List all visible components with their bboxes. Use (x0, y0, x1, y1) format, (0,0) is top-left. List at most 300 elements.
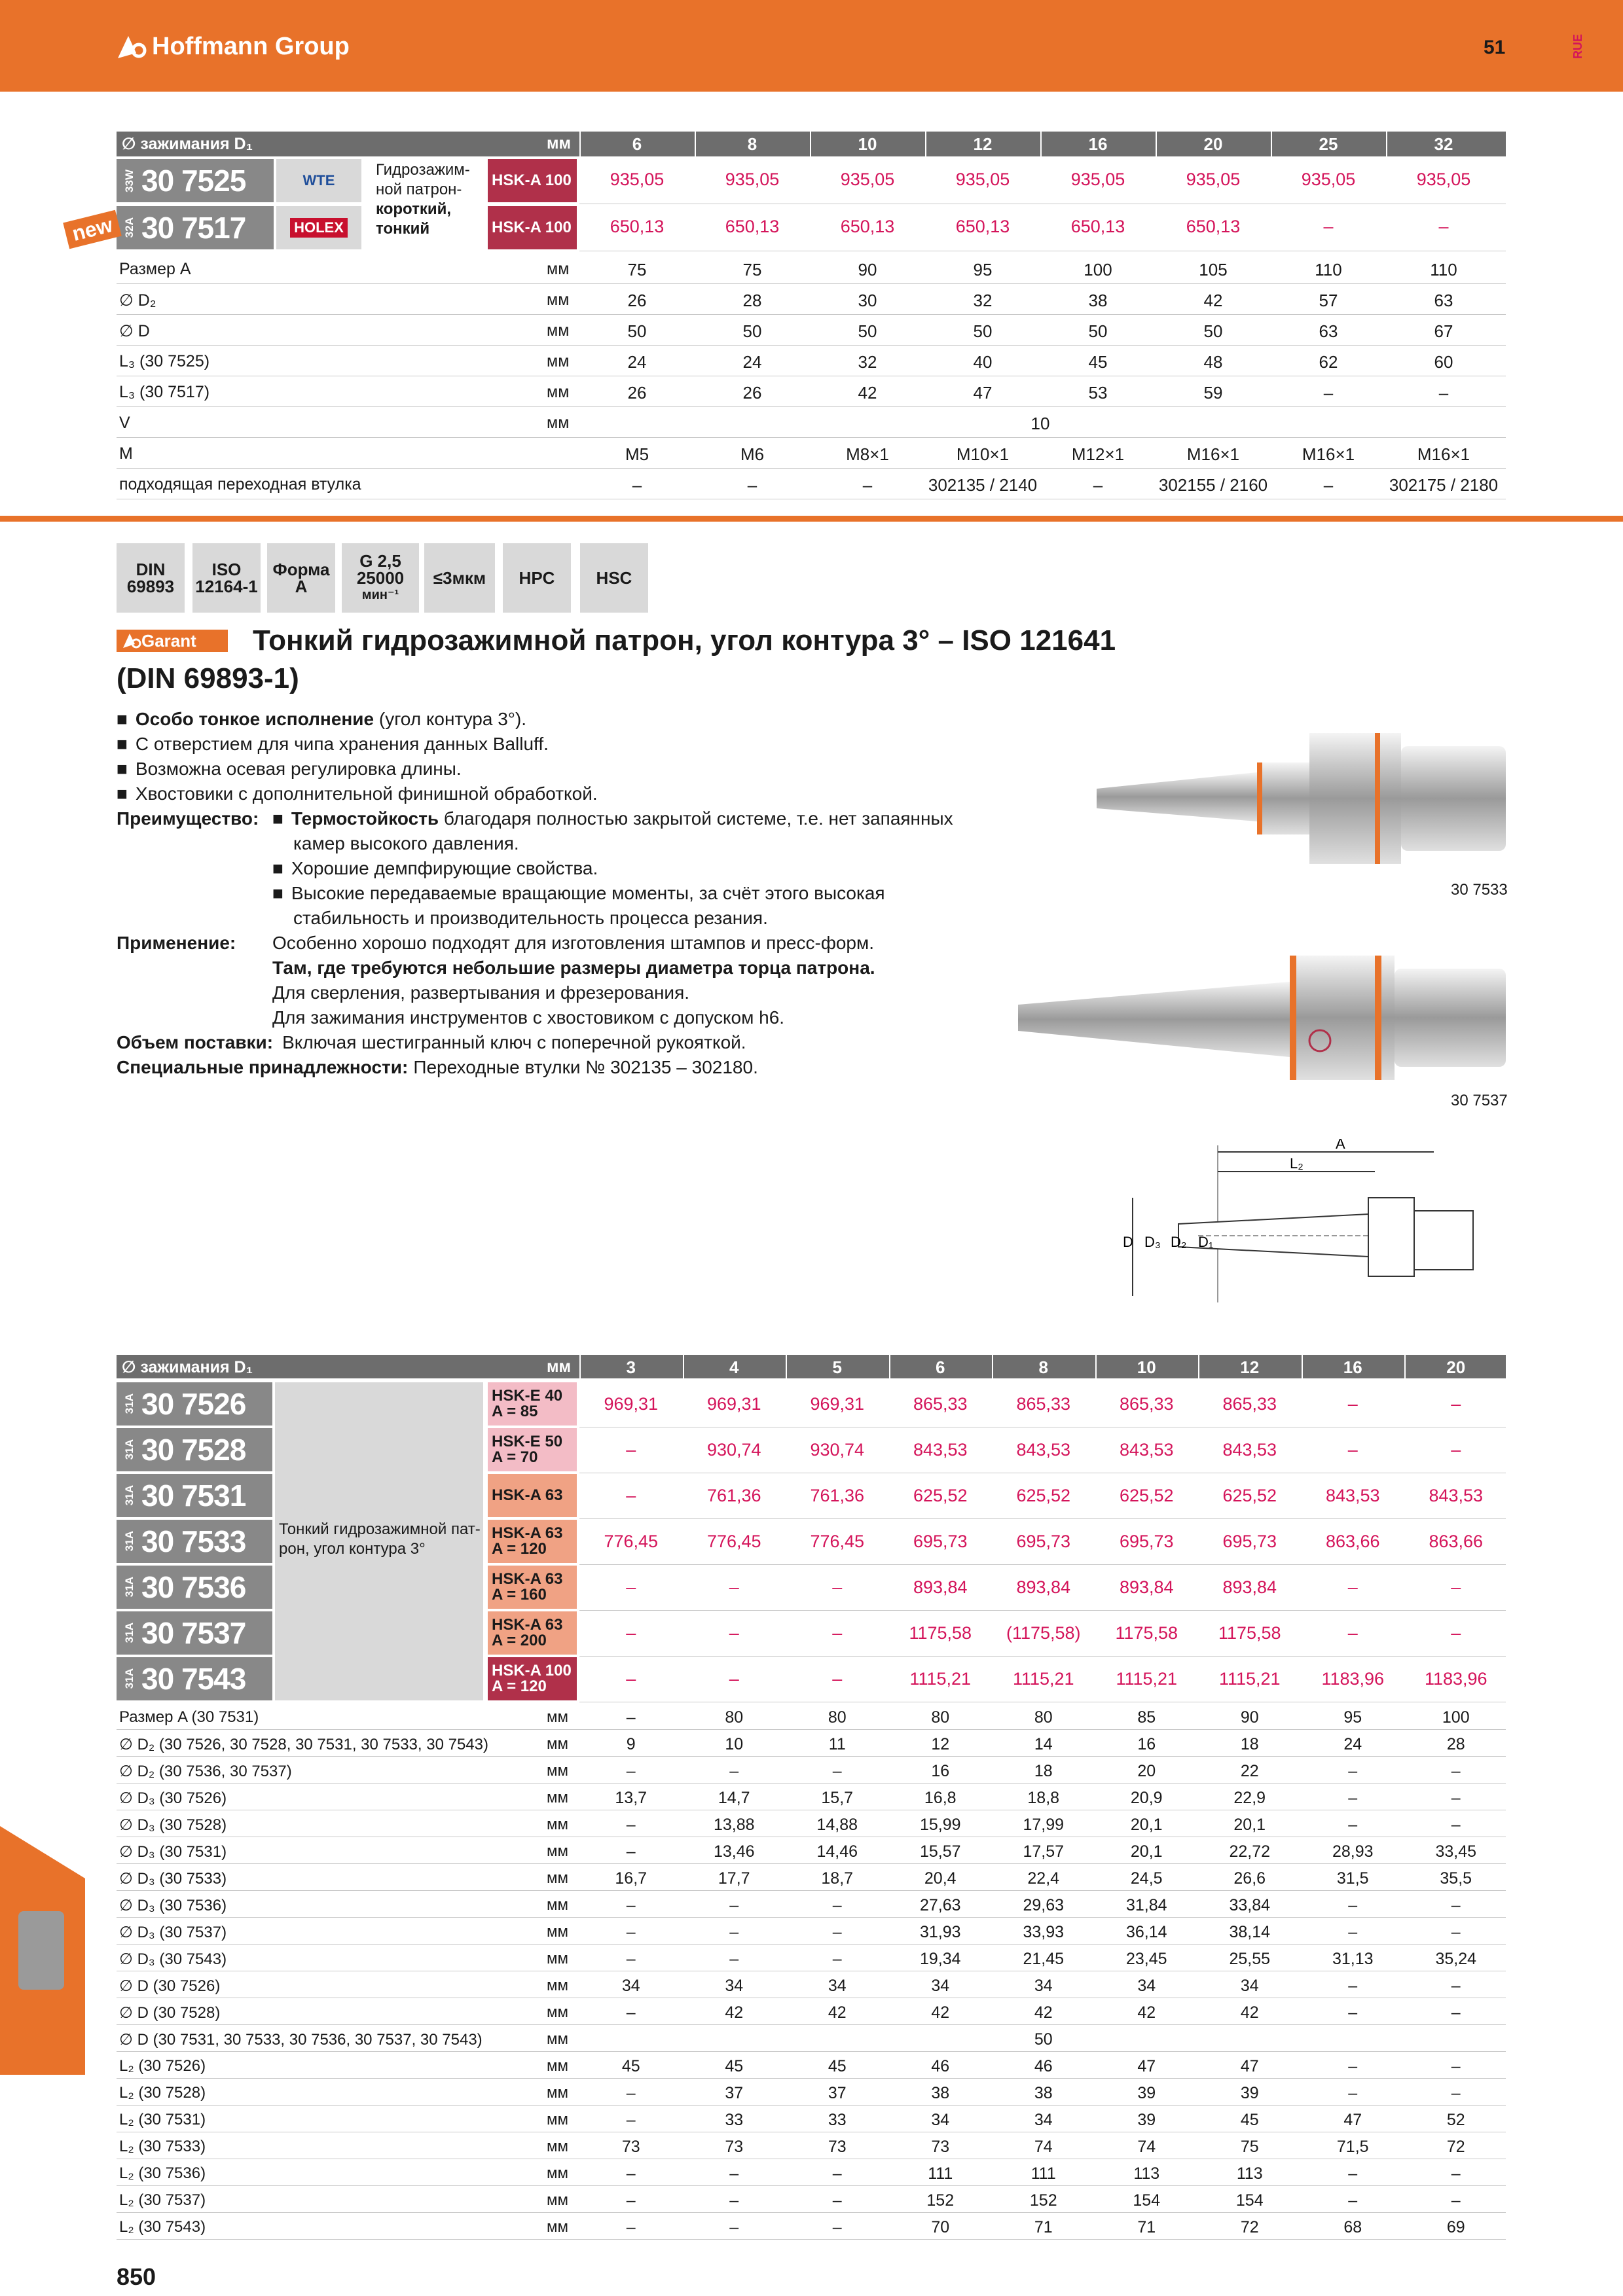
row-separator (117, 2185, 1506, 2186)
price-cell[interactable]: – (729, 1669, 739, 1689)
price-cell[interactable]: 865,33 (1016, 1394, 1071, 1414)
value-cell: M8×1 (846, 444, 889, 464)
price-cell[interactable]: – (1451, 1577, 1461, 1597)
price-cell[interactable]: – (626, 1623, 636, 1643)
badge-line: ISO (211, 560, 242, 579)
price-cell[interactable]: 650,13 (840, 217, 895, 236)
row-separator (117, 1890, 1506, 1891)
article-number[interactable]: 30 7525 (141, 164, 246, 198)
value-cell: 28 (742, 291, 762, 310)
row-label: ∅ D (30 7531, 30 7533, 30 7536, 30 7537, 30 7543) (119, 2031, 483, 2049)
page-header (0, 0, 1623, 92)
row-label: Размер A (119, 260, 191, 278)
article-number[interactable]: 30 7533 (141, 1524, 246, 1558)
value-cell: 31,13 (1332, 1950, 1374, 1968)
article-box (117, 1382, 272, 1426)
value-cell: 24 (742, 352, 762, 372)
value-cell: – (729, 1950, 739, 1968)
hsk-label (488, 1657, 577, 1700)
price-cell[interactable]: 930,74 (810, 1440, 865, 1460)
hsk-length: A = 200 (492, 1632, 547, 1649)
badge-line: 12164-1 (195, 577, 258, 596)
price-cell[interactable]: 650,13 (955, 217, 1010, 236)
price-cell[interactable]: 1115,21 (1116, 1669, 1178, 1689)
application-label: Применение: (117, 933, 236, 953)
price-cell[interactable]: 1175,58 (909, 1623, 972, 1643)
value-cell: – (729, 2164, 739, 2183)
scope-text: Включая шестигранный ключ с поперечной рукояткой. (282, 1032, 746, 1052)
price-cell[interactable]: 695,73 (913, 1532, 968, 1551)
value-cell: 12 (931, 1735, 950, 1753)
value-cell: 34 (1034, 1977, 1053, 1995)
price-cell[interactable]: – (729, 1577, 739, 1597)
advantage-label: Преимущество: (117, 808, 259, 829)
value-cell: – (832, 2218, 842, 2236)
value-cell: 53 (1088, 383, 1108, 403)
size-header: 20 (1446, 1357, 1466, 1377)
price-cell[interactable]: (1175,58) (1006, 1623, 1081, 1643)
value-cell: – (1451, 2084, 1461, 2102)
row-label: L₂ (30 7533) (119, 2138, 206, 2155)
price-cell[interactable]: 625,52 (1016, 1486, 1071, 1505)
value-cell: 28 (1446, 1735, 1465, 1753)
value-cell: – (626, 2218, 636, 2236)
badge-line: A (295, 577, 308, 596)
value-cell: 45 (1240, 2111, 1259, 2129)
row-unit: мм (547, 1816, 568, 1833)
value-cell: – (729, 2191, 739, 2210)
row-unit: мм (547, 1950, 568, 1967)
col-separator (1040, 132, 1042, 156)
row-separator (117, 468, 1506, 469)
price-cell[interactable]: 761,36 (810, 1486, 865, 1505)
row-separator (117, 1729, 1506, 1730)
value-cell: 50 (627, 321, 647, 341)
value-cell: 71,5 (1336, 2138, 1369, 2156)
value-cell: – (1348, 1789, 1358, 1807)
value-cell: 72 (1240, 2218, 1259, 2236)
hsk-text: HSK-A 100 (492, 219, 572, 236)
value-cell: 74 (1034, 2138, 1053, 2156)
price-cell[interactable]: 843,53 (1016, 1440, 1071, 1460)
value-cell: 39 (1137, 2084, 1156, 2102)
article-number[interactable]: 30 7517 (141, 211, 246, 245)
value-cell: 80 (725, 1708, 744, 1727)
value-cell: – (632, 475, 642, 495)
col-separator (1198, 1355, 1199, 1378)
value-cell: 38 (931, 2084, 950, 2102)
badge-line: 25000 (356, 568, 405, 588)
price-cell[interactable]: 893,84 (1016, 1577, 1071, 1597)
value-cell: 72 (1446, 2138, 1465, 2156)
hsk-label (488, 1520, 577, 1563)
value-cell: – (626, 1762, 636, 1780)
col-separator (579, 1355, 581, 1378)
value-cell: 30 (858, 291, 877, 310)
article-number[interactable]: 30 7537 (141, 1616, 246, 1650)
value-cell: 9 (626, 1735, 636, 1753)
value-cell: 14,7 (718, 1789, 750, 1807)
price-cell[interactable]: 930,74 (706, 1440, 761, 1460)
row-unit: мм (547, 1977, 568, 1994)
price-cell[interactable]: 935,05 (610, 170, 665, 189)
hsk-label (488, 206, 577, 249)
value-cell: 38 (1034, 2084, 1053, 2102)
article-sub: 31A (123, 1623, 136, 1643)
value-cell: 73 (621, 2138, 640, 2156)
value-cell: – (1438, 383, 1449, 403)
clamp-label: ∅ зажимания D₁ (122, 135, 253, 153)
hsk-type: HSK-A 100 (492, 1662, 572, 1679)
bullet-text: Хвостовики с дополнительной финишной обработкой. (135, 783, 598, 804)
value-cell: 22,9 (1233, 1789, 1266, 1807)
value-cell: – (1348, 1896, 1358, 1914)
price-cell[interactable]: 935,05 (1070, 170, 1125, 189)
row-label: ∅ D₃ (30 7536) (119, 1897, 227, 1914)
article-box (117, 1520, 272, 1563)
price-cell[interactable]: 935,05 (1301, 170, 1356, 189)
value-cell: 26,6 (1233, 1869, 1266, 1888)
value-cell: – (1451, 1789, 1461, 1807)
spec-badge (192, 543, 261, 613)
clamp-label: ∅ зажимания D₁ (122, 1358, 253, 1376)
row-label: L₂ (30 7543) (119, 2218, 206, 2236)
svg-text:D₂: D₂ (1171, 1234, 1187, 1250)
article-sub: 32A (123, 217, 136, 238)
value-cell: 50 (1088, 321, 1108, 341)
value-cell: 37 (725, 2084, 744, 2102)
bullet-text: Возможна осевая регулировка длины. (135, 759, 462, 779)
article-box (117, 206, 274, 249)
price-cell[interactable]: 695,73 (1119, 1532, 1174, 1551)
price-cell[interactable]: – (1451, 1440, 1461, 1460)
value-cell: – (1348, 2164, 1358, 2183)
price-cell[interactable]: 865,33 (913, 1394, 968, 1414)
advantage-text: камер высокого давления. (293, 833, 519, 853)
bullet-item (117, 757, 462, 781)
price-cell[interactable]: 1183,96 (1321, 1669, 1385, 1689)
price-cell[interactable]: – (626, 1440, 636, 1460)
value-cell: 33,84 (1229, 1896, 1271, 1914)
bullet-item (117, 732, 549, 757)
price-cell[interactable]: – (832, 1577, 843, 1597)
value-cell: – (729, 1896, 739, 1914)
col-separator (1095, 1355, 1097, 1378)
bullet-icon: ■ (117, 734, 128, 754)
value-cell: 113 (1133, 2164, 1160, 2183)
price-cell[interactable]: – (626, 1669, 636, 1689)
value-cell: 28,93 (1332, 1842, 1374, 1861)
value-cell: 14,88 (816, 1816, 858, 1834)
badge-line: мин⁻¹ (361, 588, 399, 602)
value-cell: 15,7 (821, 1789, 854, 1807)
value-cell: – (832, 2164, 842, 2183)
value-cell: M5 (625, 444, 649, 464)
hoffmann-logo-icon (117, 31, 147, 62)
col-separator (786, 1355, 787, 1378)
value-cell: 154 (1133, 2191, 1161, 2210)
price-cell[interactable]: – (832, 1669, 843, 1689)
value-cell: – (1348, 1977, 1358, 1995)
price-cell[interactable]: 1115,21 (1012, 1669, 1074, 1689)
value-cell: 62 (1319, 352, 1338, 372)
value-cell: 39 (1240, 2084, 1259, 2102)
svg-text:L₂: L₂ (1290, 1155, 1304, 1172)
price-cell[interactable]: 893,84 (913, 1577, 968, 1597)
value-cell: 45 (621, 2057, 640, 2075)
price-cell[interactable]: 893,84 (1222, 1577, 1277, 1597)
value-cell: M16×1 (1186, 444, 1240, 464)
value-cell: 34 (931, 2111, 950, 2129)
value-cell: – (1348, 1816, 1358, 1834)
row-separator (579, 1656, 1506, 1657)
price-cell[interactable]: 863,66 (1325, 1532, 1380, 1551)
value-cell: 33,93 (1023, 1923, 1065, 1941)
bullet-bold: Особо тонкое исполнение (135, 709, 374, 729)
price-cell[interactable]: 695,73 (1016, 1532, 1071, 1551)
row-separator (117, 2105, 1506, 2106)
value-cell: 20,1 (1130, 1816, 1163, 1834)
article-box (117, 1566, 272, 1609)
price-cell[interactable]: – (1347, 1577, 1358, 1597)
value-cell: – (832, 1923, 842, 1941)
value-cell: 13,7 (615, 1789, 647, 1807)
article-box (117, 1657, 272, 1700)
value-cell: 111 (1030, 2164, 1056, 2183)
size-header: 6 (936, 1357, 945, 1377)
price-cell[interactable]: – (626, 1486, 636, 1505)
price-cell[interactable]: 625,52 (1119, 1486, 1174, 1505)
price-cell[interactable]: 843,53 (1119, 1440, 1174, 1460)
value-cell: – (626, 1816, 636, 1834)
price-cell[interactable]: 650,13 (610, 217, 665, 236)
value-cell: – (1451, 2191, 1461, 2210)
value-cell: – (1348, 2057, 1358, 2075)
article-number[interactable]: 30 7543 (141, 1662, 246, 1696)
article-number[interactable]: 30 7536 (141, 1570, 246, 1604)
price-cell[interactable]: 843,53 (1222, 1440, 1277, 1460)
col-separator (683, 1355, 684, 1378)
value-cell: – (626, 1842, 636, 1861)
value-cell: – (1323, 475, 1334, 495)
value-cell: 32 (858, 352, 877, 372)
row-label: L₂ (30 7536) (119, 2164, 206, 2182)
price-cell[interactable]: – (1323, 217, 1334, 236)
value-cell: – (862, 475, 873, 495)
price-cell[interactable]: 969,31 (810, 1394, 865, 1414)
value-cell: 16 (931, 1762, 950, 1780)
value-cell: 35,24 (1435, 1950, 1477, 1968)
value-cell: 152 (926, 2191, 955, 2210)
value-cell: 20 (1137, 1762, 1156, 1780)
value-cell: – (1451, 2003, 1461, 2022)
value-cell: 11 (828, 1735, 846, 1753)
price-cell[interactable]: 1175,58 (1218, 1623, 1281, 1643)
hsk-length: A = 160 (492, 1586, 547, 1604)
size-header: 6 (632, 134, 642, 154)
badge-line: DIN (136, 560, 166, 579)
value-cell: 152 (1029, 2191, 1057, 2210)
article-number[interactable]: 30 7526 (141, 1387, 246, 1421)
row-unit: мм (547, 2138, 568, 2155)
price-cell[interactable]: 1115,21 (1218, 1669, 1281, 1689)
accessories-text: Переходные втулки № 302135 – 302180. (413, 1057, 758, 1077)
hsk-type: HSK-E 50 (492, 1433, 563, 1450)
price-cell[interactable]: 935,05 (725, 170, 780, 189)
value-cell: 48 (1203, 352, 1223, 372)
advantage-text: стабильность и производительность процесса резания. (293, 908, 768, 928)
row-separator (117, 2078, 1506, 2079)
spec-badge (342, 543, 419, 613)
value-cell: 31,5 (1336, 1869, 1369, 1888)
hsk-type: HSK-A 63 (492, 1486, 563, 1504)
product-image-2 (1015, 942, 1512, 1093)
price-cell[interactable]: 650,13 (725, 217, 780, 236)
price-cell[interactable]: – (1347, 1394, 1358, 1414)
col-separator (810, 132, 811, 156)
value-cell: 302175 / 2180 (1389, 475, 1499, 495)
price-cell[interactable]: 935,05 (955, 170, 1010, 189)
price-cell[interactable]: – (1451, 1394, 1461, 1414)
row-unit: мм (547, 2003, 568, 2021)
price-cell[interactable]: 776,45 (810, 1532, 865, 1551)
col-separator (889, 1355, 890, 1378)
price-cell[interactable]: – (1438, 217, 1449, 236)
advantage-item (272, 806, 953, 831)
price-cell[interactable]: 843,53 (1429, 1486, 1484, 1505)
value-cell: 75 (627, 260, 647, 279)
value-cell: 22,4 (1027, 1869, 1060, 1888)
row-unit: мм (547, 414, 570, 432)
size-header: 25 (1319, 134, 1338, 154)
row-unit: мм (547, 2057, 568, 2075)
price-cell[interactable]: – (1347, 1440, 1358, 1460)
page-footer-number: 850 (117, 2263, 156, 2290)
chuck-icon (18, 1911, 64, 1990)
price-cell[interactable]: 969,31 (604, 1394, 659, 1414)
value-cell: M12×1 (1071, 444, 1125, 464)
article-box (117, 1474, 272, 1517)
price-cell[interactable]: 935,05 (1186, 170, 1241, 189)
price-cell[interactable]: – (1347, 1623, 1358, 1643)
row-unit: мм (547, 2030, 568, 2048)
size-header: 10 (1137, 1357, 1156, 1377)
value-cell: 16,7 (615, 1869, 647, 1888)
size-header: 20 (1203, 134, 1223, 154)
value-cell: 38,14 (1229, 1923, 1271, 1941)
article-number[interactable]: 30 7531 (141, 1479, 246, 1513)
row-unit: мм (547, 260, 570, 278)
price-cell[interactable]: 863,66 (1429, 1532, 1484, 1551)
span-cell: 10 (1030, 414, 1050, 433)
technical-drawing (1113, 1139, 1519, 1309)
col-separator (1271, 132, 1272, 156)
row-label: ∅ D₃ (30 7526) (119, 1789, 227, 1807)
bullet-icon: ■ (117, 759, 128, 779)
advantage-item (293, 906, 768, 931)
value-cell: 32 (973, 291, 993, 310)
size-header: 4 (729, 1357, 739, 1377)
value-cell: 42 (828, 2003, 847, 2022)
value-cell: 33 (828, 2111, 847, 2129)
price-cell[interactable]: 935,05 (840, 170, 895, 189)
value-cell: 73 (931, 2138, 950, 2156)
value-cell: – (1451, 1923, 1461, 1941)
price-cell[interactable]: – (832, 1623, 843, 1643)
bullet-item (117, 781, 598, 806)
price-cell[interactable]: – (626, 1577, 636, 1597)
row-label: ∅ D₃ (30 7537) (119, 1924, 227, 1941)
value-cell: 71 (1137, 2218, 1156, 2236)
price-cell[interactable]: 1183,96 (1424, 1669, 1487, 1689)
value-cell: 31,93 (919, 1923, 961, 1941)
value-cell: 302135 / 2140 (928, 475, 1038, 495)
price-cell[interactable]: 1175,58 (1115, 1623, 1178, 1643)
value-cell: 20,9 (1130, 1789, 1163, 1807)
product-desc: Тонкий гидрозажимной пат-рон, угол контура 3° (279, 1520, 481, 1558)
row-label: L₃ (30 7525) (119, 352, 210, 370)
price-cell[interactable]: 1115,21 (909, 1669, 972, 1689)
advantage-text: Хорошие демпфирующие свойства. (291, 858, 598, 878)
bullet-text: (угол контура 3°). (374, 709, 527, 729)
price-cell[interactable]: – (1451, 1623, 1461, 1643)
value-cell: 63 (1434, 291, 1453, 310)
article-sub: 31A (123, 1439, 136, 1460)
value-cell: 39 (1137, 2111, 1156, 2129)
value-cell: 85 (1137, 1708, 1156, 1727)
scope-line (117, 1030, 746, 1055)
price-cell[interactable]: 625,52 (913, 1486, 968, 1505)
price-cell[interactable]: 865,33 (1222, 1394, 1277, 1414)
value-cell: – (1451, 1896, 1461, 1914)
product-desc-1: Гидрозажим-ной патрон- (376, 161, 470, 198)
value-cell: 154 (1235, 2191, 1264, 2210)
value-cell: 59 (1203, 383, 1223, 403)
badge-line: G 2,5 (359, 551, 401, 571)
value-cell: 16,8 (924, 1789, 957, 1807)
price-cell[interactable]: – (729, 1623, 739, 1643)
new-badge: new (63, 210, 122, 249)
row-unit: мм (547, 2111, 568, 2128)
value-cell: 73 (725, 2138, 744, 2156)
price-cell[interactable]: 843,53 (913, 1440, 968, 1460)
value-cell: – (1451, 1977, 1461, 1995)
price-cell[interactable]: 843,53 (1325, 1486, 1380, 1505)
value-cell: 20,1 (1233, 1816, 1266, 1834)
price-cell[interactable]: 935,05 (1416, 170, 1471, 189)
value-cell: – (729, 1923, 739, 1941)
price-cell[interactable]: 893,84 (1119, 1577, 1174, 1597)
price-cell[interactable]: 625,52 (1222, 1486, 1277, 1505)
price-cell[interactable]: 761,36 (706, 1486, 761, 1505)
price-cell[interactable]: 969,31 (706, 1394, 761, 1414)
row-unit: мм (547, 1842, 568, 1860)
value-cell: M10×1 (956, 444, 1010, 464)
price-cell[interactable]: 650,13 (1186, 217, 1241, 236)
price-cell[interactable]: 650,13 (1070, 217, 1125, 236)
price-cell[interactable]: 776,45 (604, 1532, 659, 1551)
price-cell[interactable]: 776,45 (706, 1532, 761, 1551)
article-number[interactable]: 30 7528 (141, 1433, 246, 1467)
size-header: 8 (747, 134, 757, 154)
value-cell: 18 (1034, 1762, 1053, 1780)
price-cell[interactable]: 865,33 (1119, 1394, 1174, 1414)
value-cell: 302155 / 2160 (1158, 475, 1268, 495)
price-cell[interactable]: 695,73 (1222, 1532, 1277, 1551)
value-cell: – (1348, 1762, 1358, 1780)
row-label: ∅ D₃ (30 7543) (119, 1950, 227, 1968)
row-separator (117, 1917, 1506, 1918)
